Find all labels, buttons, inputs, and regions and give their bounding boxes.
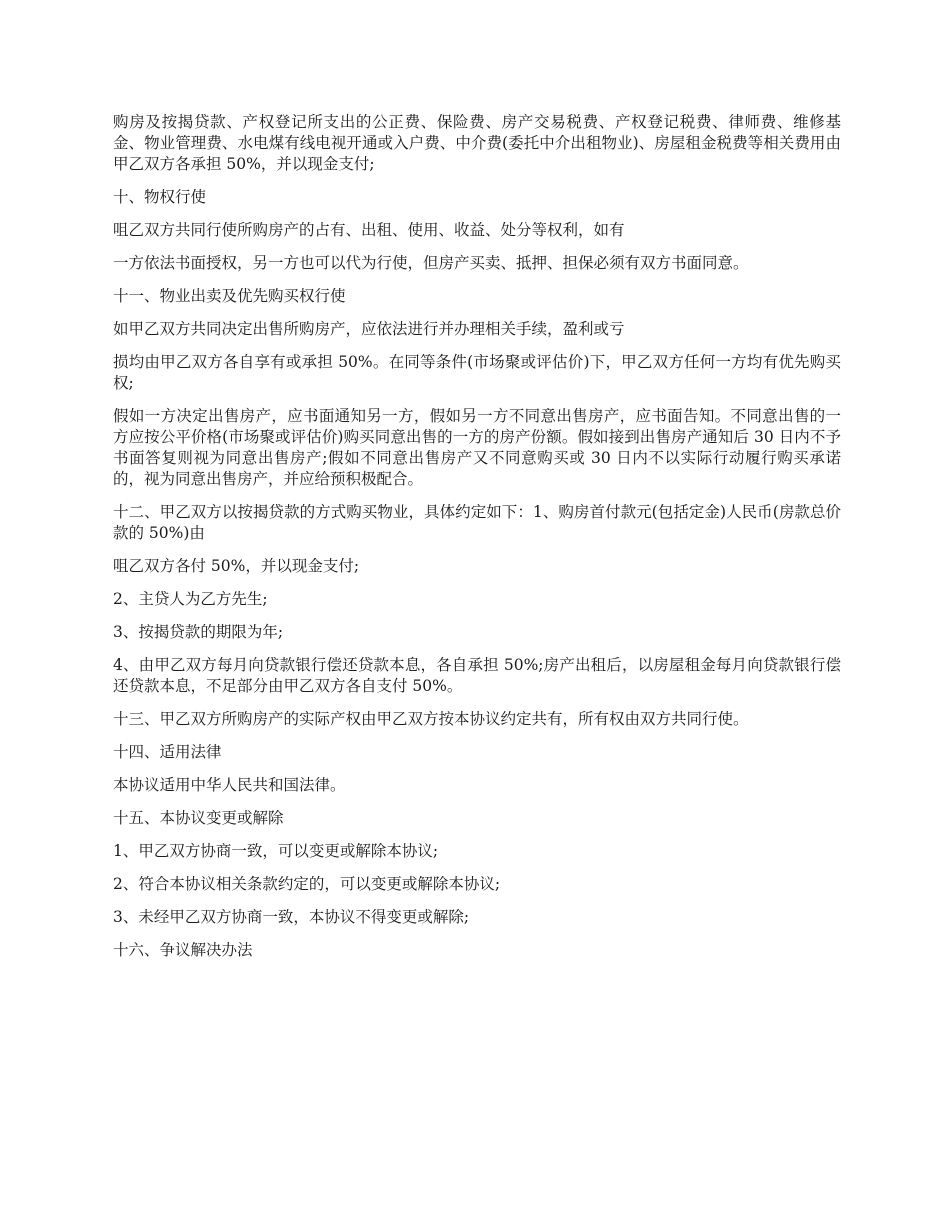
paragraph-loan-4: 4、由甲乙双方每月向贷款银行偿还贷款本息，各自承担 50%;房产出租后，以房屋租金每月向贷款银行偿还贷款本息，不足部分由甲乙双方各自支付 50%。 [113,656,841,695]
paragraph-section-13: 十三、甲乙双方所购房产的实际产权由甲乙双方按本协议约定共有，所有权由双方共同行使。 [113,710,749,728]
paragraph-change-2: 2、符合本协议相关条款约定的，可以变更或解除本协议; [113,875,501,893]
paragraph-sale-1: 如甲乙双方共同决定出售所购房产，应依法进行并办理相关手续，盈利或亏 [113,320,625,338]
heading-section-15: 十五、本协议变更或解除 [113,809,284,827]
paragraph-fees: 购房及按揭贷款、产权登记所支出的公正费、保险费、房产交易税费、产权登记税费、律师费、维修基金、物业管理费、水电煤有线电视开通或入户费、中介费(委托中介出租物业)、房屋租金税费等相关费用由甲乙双方各承担 50%，并以现金支付; [113,113,841,173]
paragraph-loan-1: 咀乙双方各付 50%，并以现金支付; [113,557,360,575]
heading-section-10: 十、物权行使 [113,188,207,206]
heading-section-12: 十二、甲乙双方以按揭贷款的方式购买物业，具体约定如下：1、购房首付款元(包括定金)人民币(房款总价款的 50%)由 [113,503,841,542]
paragraph-rights-1: 咀乙双方共同行使所购房产的占有、出租、使用、收益、处分等权利，如有 [113,221,625,239]
paragraph-rights-2: 一方依法书面授权，另一方也可以代为行使，但房产买卖、抵押、担保必须有双方书面同意。 [113,254,749,272]
paragraph-sale-3: 假如一方决定出售房产，应书面通知另一方，假如另一方不同意出售房产，应书面告知。不同意出售的一方应按公平价格(市场聚或评估价)购买同意出售的一方的房产份额。假如接到出售房产通知后 30 日内不予书面答复则视为同意出售房产;假如不同意出售房产又不同意购买或 30 日内不以实际行动履行购买承诺的，视为同意出售房产，并应给预积极配合。 [113,407,841,488]
heading-section-16: 十六、争议解决办法 [113,941,253,959]
paragraph-loan-3: 3、按揭贷款的期限为年; [113,623,284,641]
paragraph-law: 本协议适用中华人民共和国法律。 [113,776,346,794]
heading-section-11: 十一、物业出卖及优先购买权行使 [113,287,346,305]
paragraph-change-3: 3、未经甲乙双方协商一致，本协议不得变更或解除; [113,908,470,926]
paragraph-loan-2: 2、主贷人为乙方先生; [113,590,268,608]
document-body [113,112,841,973]
heading-section-14: 十四、适用法律 [113,743,222,761]
paragraph-change-1: 1、甲乙双方协商一致，可以变更或解除本协议; [113,842,439,860]
paragraph-sale-2: 损均由甲乙双方各自享有或承担 50%。在同等条件(市场聚或评估价)下，甲乙双方任何一方均有优先购买权; [113,353,841,392]
